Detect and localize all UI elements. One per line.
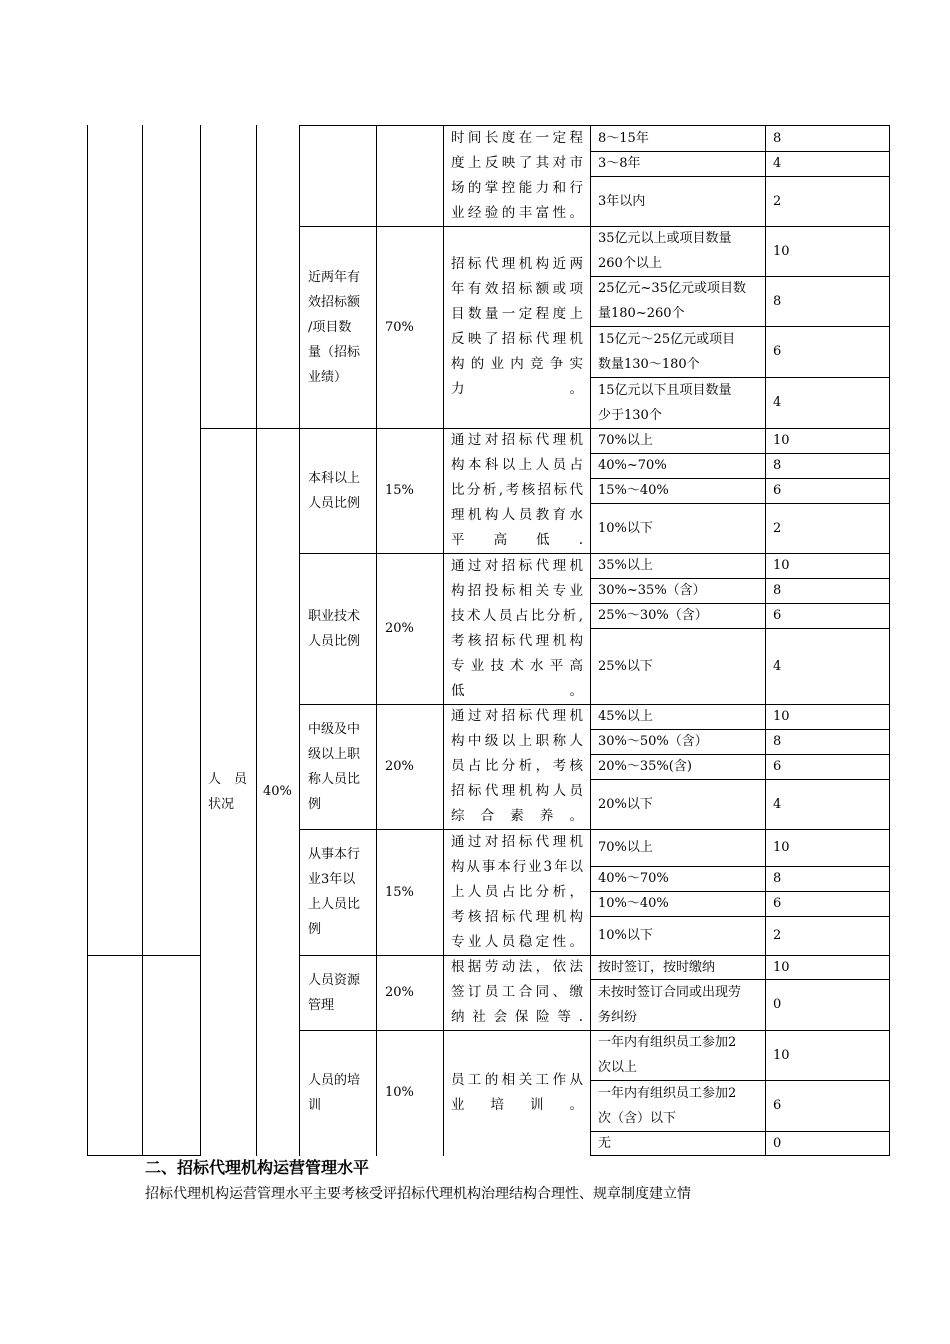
level-condition — [598, 478, 761, 503]
indicator-cell-line: 量（招标 — [308, 344, 361, 360]
description-cell — [451, 125, 583, 226]
level-condition — [598, 151, 761, 176]
description-line: 度上反映了其对市 — [451, 154, 583, 171]
description-cell — [451, 553, 583, 704]
indicator-cell-line: 本科以上 — [308, 470, 361, 486]
level-condition — [598, 729, 761, 754]
description-line: 构本科以上人员占 — [451, 457, 583, 473]
description-line: 专业技术水平高 — [451, 657, 583, 674]
indicator-cell-line: /项目数 — [308, 319, 352, 335]
level-condition-line: 40%~70% — [598, 458, 667, 473]
level-condition-line: 10%以下 — [598, 928, 653, 943]
level-condition-line: 3年以内 — [598, 193, 646, 209]
level-condition — [598, 377, 761, 428]
column-divider — [200, 125, 201, 1156]
indicator-weight-text: 15% — [385, 884, 414, 900]
level-score — [773, 478, 885, 503]
table-border-bottom — [590, 1155, 890, 1156]
description-line: 根据劳动法，依法 — [451, 959, 583, 975]
description-line: 低。 — [451, 682, 583, 699]
description-line: 比分析,考核招标代 — [451, 482, 583, 498]
level-score — [773, 553, 885, 578]
indicator-weight — [385, 704, 440, 829]
indicator-cell-line: 近两年有 — [308, 269, 361, 285]
level-condition-line: 量180~260个 — [598, 306, 685, 321]
description-line: 年有效招标额或项 — [451, 281, 583, 297]
level-score — [773, 916, 885, 955]
description-cell — [451, 955, 583, 1030]
level-score — [773, 428, 885, 453]
level-score — [773, 453, 885, 478]
description-cell — [451, 829, 583, 955]
description-line: 员工的相关工作从 — [451, 1071, 583, 1088]
indicator-cell — [308, 829, 371, 955]
level-condition-line: 无 — [598, 1135, 612, 1151]
level-condition-line: 30%~35%（含） — [598, 583, 706, 598]
level-condition-line: 3～8年 — [598, 156, 641, 171]
level-condition-line: 8～15年 — [598, 130, 649, 146]
description-line: 构从事本行业3年以 — [451, 858, 583, 875]
level-condition-line: 260个以上 — [598, 256, 662, 271]
level-condition — [598, 1131, 761, 1155]
level-score-text: 10 — [773, 1047, 790, 1063]
description-line: 通过对招标代理机 — [451, 708, 583, 724]
description-line: 招标代理机构人员 — [451, 783, 583, 799]
level-score-text: 4 — [773, 796, 782, 812]
indicator-weight-text: 15% — [385, 483, 414, 498]
level-score-text: 8 — [773, 293, 782, 309]
level-score — [773, 891, 885, 916]
level-condition-line: 一年内有组织员工参加2 — [598, 1035, 737, 1050]
indicator-cell-line: 例 — [308, 922, 322, 937]
level-condition — [598, 578, 761, 603]
level-condition — [598, 453, 761, 478]
description-line: 场的掌控能力和行 — [451, 179, 583, 196]
level-score — [773, 866, 885, 891]
level-condition-line: 70%以上 — [598, 433, 653, 448]
level-score — [773, 125, 885, 151]
indicator-cell-line: 人员资源 — [308, 972, 361, 988]
level-score — [773, 326, 885, 377]
category-label-line: 人 员 — [208, 771, 248, 787]
table-border-right — [889, 125, 890, 1156]
level-condition — [598, 428, 761, 453]
level-score-text: 6 — [773, 483, 782, 498]
indicator-cell-line: 业绩） — [308, 369, 348, 385]
level-score — [773, 603, 885, 628]
level-condition-line: 务纠纷 — [598, 1009, 638, 1025]
description-line: 上人员占比分析， — [451, 883, 583, 900]
level-condition-line: 35%以上 — [598, 558, 653, 573]
level-condition-line: 15亿元～25亿元或项目 — [598, 331, 736, 347]
description-line: 平高低. — [451, 532, 583, 548]
level-score-text: 8 — [773, 458, 782, 473]
indicator-weight — [385, 553, 440, 704]
description-line: 构的业内竞争实 — [451, 356, 583, 372]
level-condition-line: 25%以下 — [598, 658, 653, 674]
level-score-text: 8 — [773, 583, 782, 598]
indicator-cell-line: 级以上职 — [308, 746, 361, 762]
level-score — [773, 276, 885, 326]
level-score-text: 6 — [773, 344, 782, 359]
indicator-cell — [308, 704, 371, 829]
description-line: 员占比分析，考核 — [451, 758, 583, 774]
level-score — [773, 503, 885, 553]
level-score-text: 2 — [773, 193, 782, 209]
indicator-cell-line: 上人员比 — [308, 897, 361, 912]
level-score-text: 0 — [773, 1135, 782, 1151]
level-score — [773, 1030, 885, 1080]
level-condition — [598, 916, 761, 955]
level-score-text: 8 — [773, 130, 782, 146]
description-line: 目数量一定程度上 — [451, 306, 583, 322]
indicator-weight — [385, 428, 440, 553]
description-line: 专业人员稳定性。 — [451, 933, 583, 950]
level-score-text: 6 — [773, 608, 782, 623]
level-score — [773, 704, 885, 729]
level-score — [773, 1080, 885, 1131]
level-condition-line: 45%以上 — [598, 709, 653, 724]
indicator-weight — [385, 226, 440, 428]
description-line: 考核招标代理机构 — [451, 908, 583, 925]
description-line: 构中级以上职称人 — [451, 733, 583, 749]
category-label — [208, 428, 254, 1155]
level-condition — [598, 603, 761, 628]
column-divider — [142, 125, 143, 1156]
level-condition-line: 未按时签订合同或出现劳 — [598, 984, 742, 1000]
level-score-text: 10 — [773, 558, 790, 573]
level-condition — [598, 226, 761, 276]
level-score-text: 10 — [773, 709, 790, 724]
description-line: 理机构人员教育水 — [451, 507, 583, 523]
description-line: 时间长度在一定程 — [451, 129, 583, 146]
level-condition — [598, 276, 761, 326]
level-condition — [598, 829, 761, 866]
indicator-weight-text: 70% — [385, 319, 414, 335]
level-condition-line: 35亿元以上或项目数量 — [598, 231, 732, 246]
section-paragraph: 招标代理机构运营管理水平主要考核受评招标代理机构治理结构合理性、规章制度建立情 — [145, 1186, 691, 1202]
description-cell — [451, 428, 583, 553]
description-cell — [451, 1030, 583, 1155]
description-line: 反映了招标代理机 — [451, 331, 583, 347]
level-score-text: 4 — [773, 395, 782, 410]
indicator-cell-line: 训 — [308, 1097, 322, 1113]
level-score-text: 8 — [773, 734, 782, 749]
description-line: 签订员工合同、缴 — [451, 984, 583, 1000]
indicator-cell-line: 管理 — [308, 997, 335, 1013]
table-border-left — [87, 125, 88, 1156]
level-condition-line: 10%～40% — [598, 896, 669, 911]
level-condition — [598, 754, 761, 779]
level-condition — [598, 866, 761, 891]
level-condition — [598, 955, 761, 979]
level-condition-line: 20%以下 — [598, 796, 653, 812]
indicator-cell-line: 例 — [308, 796, 322, 812]
level-score — [773, 628, 885, 704]
section-divider — [87, 955, 201, 956]
level-score — [773, 226, 885, 276]
column-divider — [443, 125, 444, 1156]
description-line: 纳社会保险等. — [451, 1009, 583, 1025]
level-condition — [598, 704, 761, 729]
description-cell — [451, 226, 583, 428]
level-score-text: 10 — [773, 433, 790, 448]
level-score-text: 10 — [773, 959, 790, 975]
category-weight-text: 40% — [263, 784, 292, 799]
level-score-text: 6 — [773, 896, 782, 911]
level-condition-line: 次（含）以下 — [598, 1110, 677, 1126]
description-line: 力。 — [451, 381, 583, 397]
level-condition-line: 30%～50%（含） — [598, 734, 708, 749]
level-condition-line: 40%～70% — [598, 871, 669, 886]
level-score-text: 0 — [773, 997, 782, 1012]
column-divider — [765, 125, 766, 1156]
level-condition-line: 少于130个 — [598, 407, 662, 423]
level-condition-line: 25亿元~35亿元或项目数 — [598, 281, 746, 296]
level-condition-line: 次以上 — [598, 1060, 638, 1075]
description-line: 业经验的丰富性。 — [451, 204, 583, 221]
description-line: 招标代理机构近两 — [451, 256, 583, 272]
level-score — [773, 578, 885, 603]
level-score — [773, 1131, 885, 1155]
level-condition — [598, 125, 761, 151]
description-line: 通过对招标代理机 — [451, 833, 583, 850]
description-line: 构招投标相关专业 — [451, 582, 583, 599]
level-score-text: 4 — [773, 658, 782, 674]
description-line: 业培训。 — [451, 1096, 583, 1113]
level-condition-line: 按时签订，按时缴纳 — [598, 959, 716, 975]
level-score — [773, 377, 885, 428]
indicator-cell-line: 人员比例 — [308, 633, 361, 649]
level-score — [773, 829, 885, 866]
indicator-cell-line: 称人员比 — [308, 771, 361, 787]
description-cell — [451, 704, 583, 829]
level-score-text: 8 — [773, 871, 782, 886]
level-score-text: 10 — [773, 840, 790, 855]
level-condition — [598, 503, 761, 553]
indicator-cell — [308, 1030, 371, 1155]
level-condition — [598, 979, 761, 1030]
level-score-text: 2 — [773, 520, 782, 536]
level-condition — [598, 779, 761, 829]
description-line: 通过对招标代理机 — [451, 557, 583, 574]
indicator-cell-line: 职业技术 — [308, 608, 361, 624]
level-score — [773, 729, 885, 754]
indicator-cell-line: 业3年以 — [308, 872, 356, 887]
indicator-weight — [385, 829, 440, 955]
indicator-cell-line: 从事本行 — [308, 847, 361, 862]
level-condition-line: 70%以上 — [598, 840, 653, 855]
level-condition — [598, 1080, 761, 1131]
column-divider — [590, 125, 591, 1156]
indicator-weight — [385, 1030, 440, 1155]
indicator-weight-text: 20% — [385, 759, 414, 774]
level-score-text: 10 — [773, 243, 790, 259]
column-divider — [376, 125, 377, 1156]
indicator-cell-line: 效招标额 — [308, 294, 361, 310]
level-score-text: 2 — [773, 928, 782, 943]
level-condition-line: 数量130～180个 — [598, 356, 700, 372]
level-condition-line: 10%以下 — [598, 520, 653, 536]
indicator-cell — [308, 553, 371, 704]
level-score — [773, 955, 885, 979]
level-condition-line: 15%～40% — [598, 483, 669, 498]
indicator-weight-text: 20% — [385, 621, 414, 636]
column-divider — [256, 125, 257, 1156]
category-weight — [263, 428, 298, 1155]
level-condition-line: 一年内有组织员工参加2 — [598, 1085, 737, 1101]
level-score — [773, 779, 885, 829]
description-line: 考核招标代理机构 — [451, 632, 583, 649]
indicator-cell — [308, 955, 371, 1030]
level-condition — [598, 891, 761, 916]
category-label-line: 状况 — [208, 796, 235, 812]
indicator-weight-text: 20% — [385, 985, 414, 1000]
level-score-text: 4 — [773, 156, 782, 171]
level-score-text: 6 — [773, 1098, 782, 1113]
level-condition — [598, 326, 761, 377]
indicator-cell-line: 人员的培 — [308, 1072, 361, 1088]
description-line: 通过对招标代理机 — [451, 432, 583, 448]
section-heading: 二、招标代理机构运营管理水平 — [145, 1158, 370, 1177]
column-divider — [299, 125, 300, 1156]
level-condition — [598, 176, 761, 226]
level-score-text: 6 — [773, 759, 782, 774]
level-score — [773, 151, 885, 176]
indicator-weight — [385, 955, 440, 1030]
indicator-cell-line: 中级及中 — [308, 721, 361, 737]
indicator-cell-line: 人员比例 — [308, 495, 361, 511]
description-line: 综合素养。 — [451, 808, 583, 824]
level-score — [773, 979, 885, 1030]
description-line: 技术人员占比分析, — [451, 607, 583, 624]
level-condition-line: 15亿元以下且项目数量 — [598, 382, 732, 398]
level-condition — [598, 628, 761, 704]
level-condition-line: 25%～30%（含） — [598, 608, 708, 623]
level-condition-line: 20%～35%(含) — [598, 759, 692, 774]
level-condition — [598, 1030, 761, 1080]
indicator-cell — [308, 226, 371, 428]
indicator-cell — [308, 428, 371, 553]
level-condition — [598, 553, 761, 578]
level-score — [773, 754, 885, 779]
level-score — [773, 176, 885, 226]
indicator-weight-text: 10% — [385, 1085, 414, 1100]
